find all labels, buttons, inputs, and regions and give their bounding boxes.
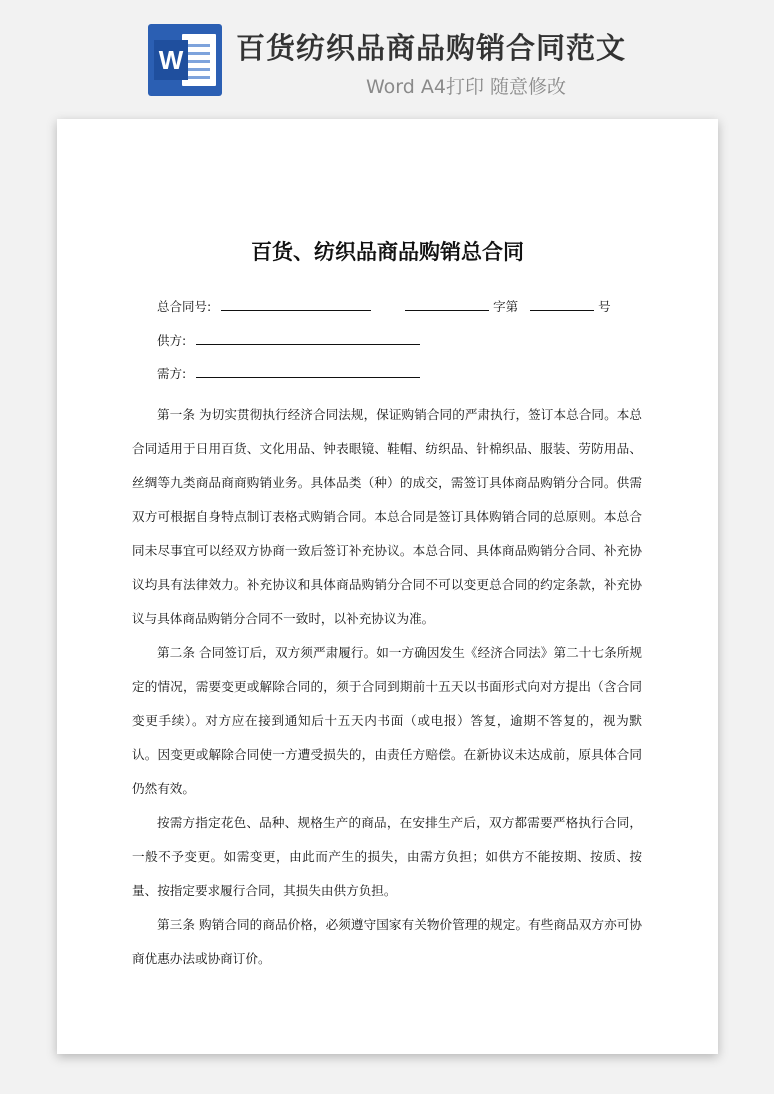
word-icon-line	[188, 68, 210, 71]
buyer-blank[interactable]	[196, 365, 420, 378]
contract-number-blank[interactable]	[221, 298, 371, 311]
contract-title: 百货、纺织品商品购销总合同	[251, 240, 524, 264]
word-icon-line	[188, 76, 210, 79]
article-2-paragraph: 第二条 合同签订后，双方须严肃履行。如一方确因发生《经济合同法》第二十七条所规定的情况，需要变更或解除合同的，须于合同到期前十五天以书面形式向对方提出（含合同变更手续）。对方应在接到通知后十五天内书面（或电报）答复，逾期不答复的，视为默认。因变更或解除合同使一方遭受损失的，由责任方赔偿。在新协议未达成前，原具体合同仍然有效。	[132, 645, 642, 796]
header-subtitle: Word A4打印 随意修改	[365, 76, 566, 98]
contract-seq-blank[interactable]	[530, 298, 594, 311]
supplier-label: 供方:	[157, 333, 187, 348]
hao-label: 号	[598, 299, 611, 314]
word-icon-line	[188, 44, 210, 47]
document-page	[57, 119, 718, 1054]
word-icon-line	[188, 60, 210, 63]
buyer-label: 需方:	[157, 366, 187, 381]
article-2-continuation-paragraph: 按需方指定花色、品种、规格生产的商品，在安排生产后，双方都需要严格执行合同，一般不予变更。如需变更，由此而产生的损失，由需方负担；如供方不能按期、按质、按量、按指定要求履行合同，其损失由供方负担。	[132, 815, 642, 898]
buyer-row	[157, 364, 420, 382]
word-icon-line	[188, 52, 210, 55]
contract-zi-blank[interactable]	[405, 298, 489, 311]
supplier-blank[interactable]	[196, 332, 420, 345]
word-icon-letter: W	[154, 40, 188, 80]
page-header	[0, 0, 774, 110]
zi-di-label: 字第	[493, 299, 519, 314]
contract-number-row	[157, 297, 611, 315]
header-title: 百货纺织品商品购销合同范文	[236, 31, 627, 65]
supplier-row	[157, 331, 420, 349]
contract-number-label: 总合同号:	[157, 299, 212, 314]
word-document-icon	[148, 24, 222, 96]
contract-body	[132, 398, 642, 976]
article-3-paragraph: 第三条 购销合同的商品价格，必须遵守国家有关物价管理的规定。有些商品双方亦可协商优惠办法或协商订价。	[132, 917, 642, 966]
article-1-paragraph: 第一条 为切实贯彻执行经济合同法规，保证购销合同的严肃执行，签订本总合同。本总合同适用于日用百货、文化用品、钟表眼镜、鞋帽、纺织品、针棉织品、服装、劳防用品、丝绸等九类商品商商购销业务。具体品类（种）的成交，需签订具体商品购销分合同。供需双方可根据自身特点制订表格式购销合同。本总合同是签订具体购销合同的总原则。本总合同未尽事宜可以经双方协商一致后签订补充协议。本总合同、具体商品购销分合同、补充协议均具有法律效力。补充协议和具体商品购销分合同不可以变更总合同的约定条款，补充协议与具体商品购销分合同不一致时，以补充协议为准。	[132, 407, 642, 626]
